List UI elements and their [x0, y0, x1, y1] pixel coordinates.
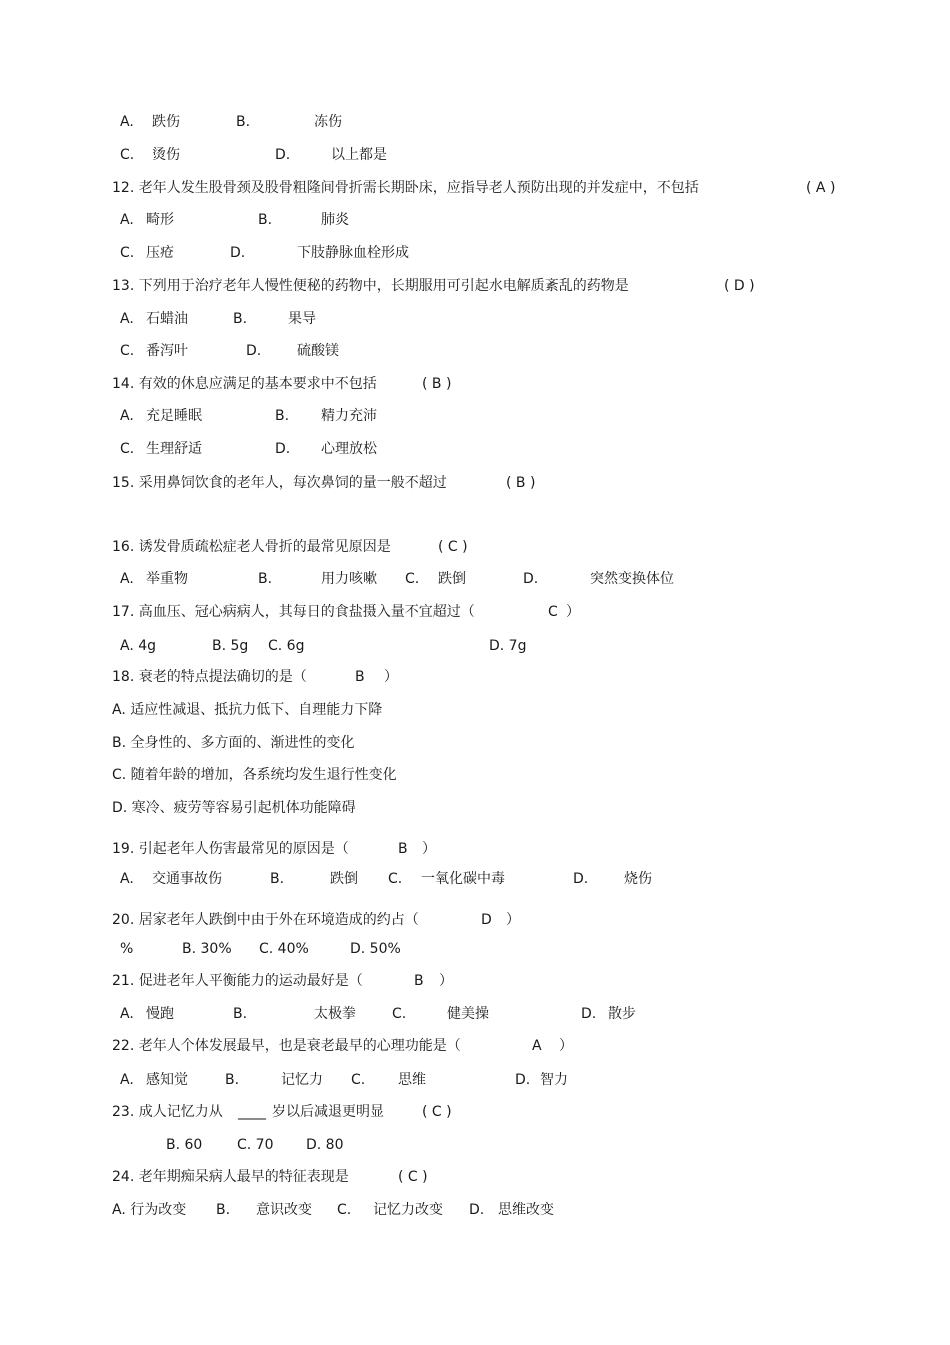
answer-key: A: [532, 1038, 542, 1054]
option-d-letter: D.: [581, 1006, 597, 1022]
option-d: D. 80: [306, 1137, 344, 1153]
option-b-text: 用力咳嗽: [321, 571, 377, 587]
option-a-letter: A.: [120, 114, 134, 130]
option-a-text: 充足睡眠: [146, 408, 202, 424]
option-b-text: 果导: [288, 311, 316, 327]
question-text: 17. 高血压、冠心病病人，其每日的食盐摄入量不宜超过（: [112, 604, 475, 620]
question-text-start: 23. 成人记忆力从: [112, 1104, 223, 1120]
option-a-letter: A.: [120, 571, 134, 587]
option-text: C. 随着年龄的增加，各系统均发生退行性变化: [112, 767, 397, 783]
option-c-letter: C.: [120, 441, 135, 457]
option-text: D. 寒冷、疲劳等容易引起机体功能障碍: [112, 800, 356, 816]
option-d-letter: D.: [515, 1072, 531, 1088]
option-b-text: 冻伤: [314, 114, 342, 130]
option-b-text: 精力充沛: [321, 408, 377, 424]
option-d-letter: D.: [523, 571, 539, 587]
question-text-end: 岁以后减退更明显: [272, 1104, 384, 1120]
option-c-letter: C.: [388, 871, 403, 887]
option-c-letter: C.: [120, 245, 135, 261]
option-c-letter: C.: [120, 147, 135, 163]
option-d-letter: D.: [573, 871, 589, 887]
answer-key: B: [355, 669, 365, 685]
option-a-letter: A.: [120, 311, 134, 327]
option-b-text: 记忆力: [281, 1072, 323, 1088]
option-d-text: 突然变换体位: [590, 571, 674, 587]
option-a-text: 慢跑: [146, 1006, 174, 1022]
option-c-text: 健美操: [447, 1006, 489, 1022]
option-a-letter: A.: [120, 212, 134, 228]
option-c-text: 记忆力改变: [373, 1202, 443, 1218]
option-d-text: 心理放松: [321, 441, 377, 457]
question-text: 19. 引起老年人伤害最常见的原因是（: [112, 841, 349, 857]
option-b: B. 5g: [212, 638, 249, 654]
question-text: 18. 衰老的特点提法确切的是（: [112, 669, 307, 685]
option-b-text: 意识改变: [256, 1202, 312, 1218]
question-text: 16. 诱发骨质疏松症老人骨折的最常见原因是: [112, 539, 391, 555]
option-c-text: 思维: [398, 1072, 426, 1088]
answer-key: ( C ): [398, 1169, 428, 1185]
option-a-letter: A.: [120, 1072, 134, 1088]
answer-key: ( C ): [438, 539, 468, 555]
answer-key: B: [414, 973, 424, 989]
option-text: B. 全身性的、多方面的、渐进性的变化: [112, 735, 355, 751]
option-c: C. 70: [237, 1137, 274, 1153]
option-c-letter: C.: [392, 1006, 407, 1022]
option-d-letter: D.: [275, 441, 291, 457]
option-c-letter: C.: [351, 1072, 366, 1088]
option-b-text: 肺炎: [321, 212, 349, 228]
option-c: C. 40%: [259, 941, 309, 957]
option-c: C. 6g: [268, 638, 305, 654]
answer-key: D: [481, 912, 492, 928]
question-text: 12. 老年人发生股骨颈及股骨粗隆间骨折需长期卧床，应指导老人预防出现的并发症中，不包括: [112, 180, 699, 196]
option-a-letter: A.: [120, 871, 134, 887]
option-b-letter: B.: [270, 871, 285, 887]
answer-close: ）: [566, 604, 580, 620]
option-d-text: 以上都是: [331, 147, 387, 163]
option-d-letter: D.: [275, 147, 291, 163]
answer-close: ）: [422, 841, 436, 857]
option-b-letter: B.: [258, 212, 273, 228]
option-c-text: 番泻叶: [146, 343, 188, 359]
option-c-letter: C.: [120, 343, 135, 359]
answer-key: C: [548, 604, 558, 620]
option-text: A. 适应性减退、抵抗力低下、自理能力下降: [112, 702, 383, 718]
option-b-letter: B.: [258, 571, 273, 587]
answer-key: ( B ): [422, 376, 452, 392]
question-text: 13. 下列用于治疗老年人慢性便秘的药物中，长期服用可引起水电解质紊乱的药物是: [112, 278, 629, 294]
option-d-text: 烧伤: [624, 871, 652, 887]
option-a-text: 石蜡油: [146, 311, 188, 327]
answer-key: ( D ): [724, 278, 755, 294]
question-text: 15. 采用鼻饲饮食的老年人，每次鼻饲的量一般不超过: [112, 475, 447, 491]
question-text: 22. 老年人个体发展最早，也是衰老最早的心理功能是（: [112, 1038, 461, 1054]
option-a: A. 4g: [120, 638, 157, 654]
option-d-text: 下肢静脉血栓形成: [297, 245, 409, 261]
option-b-letter: B.: [275, 408, 290, 424]
option-b-text: 太极拳: [314, 1006, 356, 1022]
option-d-text: 智力: [540, 1072, 568, 1088]
answer-key: B: [398, 841, 408, 857]
option-b: B. 30%: [182, 941, 232, 957]
answer-key: ( B ): [506, 475, 536, 491]
option-c-text: 烫伤: [152, 147, 180, 163]
option-a-text: 畸形: [146, 212, 174, 228]
option-d-letter: D.: [469, 1202, 485, 1218]
option-b: B. 60: [166, 1137, 203, 1153]
option-d: D. 7g: [489, 638, 527, 654]
question-text: 14. 有效的休息应满足的基本要求中不包括: [112, 376, 377, 392]
option-a-text: 举重物: [146, 571, 188, 587]
option-b-letter: B.: [233, 311, 248, 327]
option-a: A. 行为改变: [112, 1202, 187, 1218]
option-c-text: 一氧化碳中毒: [421, 871, 505, 887]
option-b-letter: B.: [236, 114, 251, 130]
option-d-text: 硫酸镁: [297, 343, 339, 359]
option-a-fragment: %: [120, 941, 134, 957]
answer-key: ( A ): [806, 180, 836, 196]
option-d-letter: D.: [246, 343, 262, 359]
option-c-text: 生理舒适: [146, 441, 202, 457]
option-c-letter: C.: [405, 571, 420, 587]
option-a-text: 感知觉: [146, 1072, 188, 1088]
question-text: 20. 居家老年人跌倒中由于外在环境造成的约占（: [112, 912, 419, 928]
option-b-letter: B.: [233, 1006, 248, 1022]
fill-in-blank: ____: [238, 1104, 266, 1120]
answer-close: ）: [506, 912, 520, 928]
option-a-letter: A.: [120, 408, 134, 424]
answer-close: ）: [439, 973, 453, 989]
answer-close: ）: [384, 669, 398, 685]
option-d-letter: D.: [230, 245, 246, 261]
option-a-text: 交通事故伤: [152, 871, 222, 887]
answer-key: ( C ): [422, 1104, 452, 1120]
question-text: 24. 老年期痴呆病人最早的特征表现是: [112, 1169, 349, 1185]
option-d-text: 思维改变: [498, 1202, 554, 1218]
option-b-letter: B.: [225, 1072, 240, 1088]
option-d-text: 散步: [608, 1006, 636, 1022]
option-b-letter: B.: [216, 1202, 231, 1218]
option-c-text: 压疮: [146, 245, 174, 261]
option-b-text: 跌倒: [330, 871, 358, 887]
question-text: 21. 促进老年人平衡能力的运动最好是（: [112, 973, 363, 989]
option-c-text: 跌倒: [438, 571, 466, 587]
option-d: D. 50%: [350, 941, 401, 957]
option-a-letter: A.: [120, 1006, 134, 1022]
option-c-letter: C.: [337, 1202, 352, 1218]
answer-close: ）: [559, 1038, 573, 1054]
option-a-text: 跌伤: [152, 114, 180, 130]
